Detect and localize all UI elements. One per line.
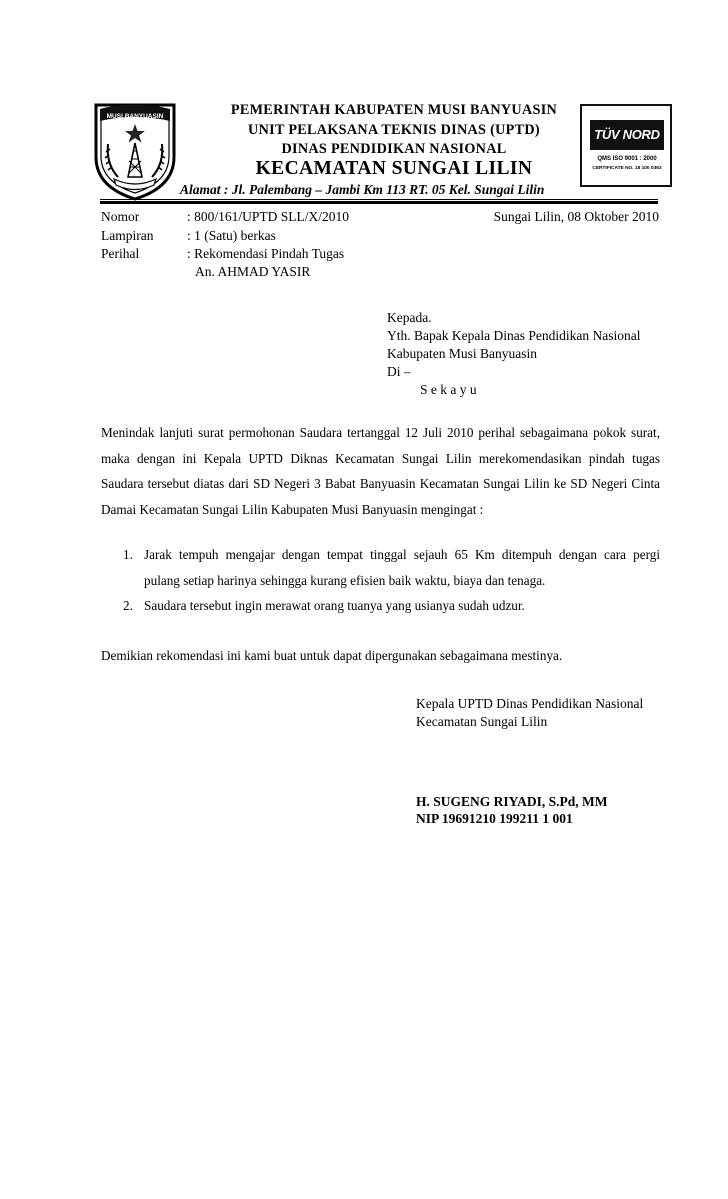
letterhead-divider-thick xyxy=(100,201,658,204)
certificate-number: CERTIFICATE NO. 18 100 0363 xyxy=(592,166,662,171)
place-date: Sungai Lilin, 08 Oktober 2010 xyxy=(493,209,659,224)
list-item-text-line2: pulang setiap harinya sehingga kurang efisien baik waktu, biaya dan tenaga. xyxy=(144,572,546,588)
recipient-city: S e k a y u xyxy=(420,382,477,397)
perihal-label: Perihal xyxy=(101,246,140,261)
lampiran-label: Lampiran xyxy=(101,228,154,243)
logo-left-text: MUSI BANYUASIN xyxy=(106,113,164,120)
recipient-greeting: Kepada. xyxy=(387,310,432,325)
iso-cert-line: QMS ISO 9001 : 2000 xyxy=(597,156,657,162)
recipient-block xyxy=(387,309,667,399)
recipient-di: Di – xyxy=(387,364,411,379)
signature-block xyxy=(416,695,676,730)
lampiran-value: : 1 (Satu) berkas xyxy=(187,228,276,243)
letterhead-line-3: DINAS PENDIDIKAN NASIONAL xyxy=(281,141,507,157)
letterhead-title: KECAMATAN SUNGAI LILIN xyxy=(255,158,533,179)
signatory-office: Kecamatan Sungai Lilin xyxy=(416,714,548,729)
tuv-nord-brand: TÜV NORD xyxy=(594,127,660,142)
list-item-number: 2. xyxy=(123,597,133,613)
recipient-position: Yth. Bapak Kepala Dinas Pendidikan Nasional xyxy=(387,328,641,343)
letterhead-divider xyxy=(100,199,658,200)
recipient-regency: Kabupaten Musi Banyuasin xyxy=(387,346,537,361)
letterhead-line-1: PEMERINTAH KABUPATEN MUSI BANYUASIN xyxy=(230,102,558,118)
signatory-title: Kepala UPTD Dinas Pendidikan Nasional xyxy=(416,696,644,711)
perihal-value: : Rekomendasi Pindah Tugas xyxy=(187,246,345,261)
signatory-name: H. SUGENG RIYADI, S.Pd, MM xyxy=(416,794,608,809)
list-item-text-line1: Jarak tempuh mengajar dengan tempat tinggal sejauh 65 Km ditempuh dengan cara pergi xyxy=(144,547,660,562)
letterhead-address: Alamat : Jl. Palembang – Jambi Km 113 RT. 05 Kel. Sungai Lilin xyxy=(180,182,545,197)
nomor-value: : 800/161/UPTD SLL/X/2010 xyxy=(187,209,350,224)
nomor-label: Nomor xyxy=(101,209,140,224)
letterhead-line-2: UNIT PELAKSANA TEKNIS DINAS (UPTD) xyxy=(248,122,540,138)
reason-list xyxy=(101,542,660,619)
body-paragraph: Menindak lanjuti surat permohonan Saudara tertanggal 12 Juli 2010 perihal sebagaimana pokok surat, maka dengan ini Kepala UPTD Diknas Kecamatan Sungai Lilin merekomendasikan pindah tugas Saudara tersebut diatas dari SD Negeri 3 Babat Banyuasin Kecamatan Sungai Lilin ke SD Negeri Cinta Damai Kecamatan Sungai Lilin Kabupaten Musi Banyuasin mengingat : xyxy=(101,425,660,517)
perihal-subject: An. AHMAD YASIR xyxy=(195,264,311,279)
signatory-nip: NIP 19691210 199211 1 001 xyxy=(416,811,573,826)
list-item xyxy=(101,542,660,593)
list-item-number: 1. xyxy=(123,547,133,562)
list-item-text: Saudara tersebut ingin merawat orang tuanya yang usianya sudah udzur. xyxy=(144,597,525,613)
closing-sentence: Demikian rekomendasi ini kami buat untuk dapat dipergunakan sebagaimana mestinya. xyxy=(101,648,563,663)
list-item xyxy=(101,593,660,619)
